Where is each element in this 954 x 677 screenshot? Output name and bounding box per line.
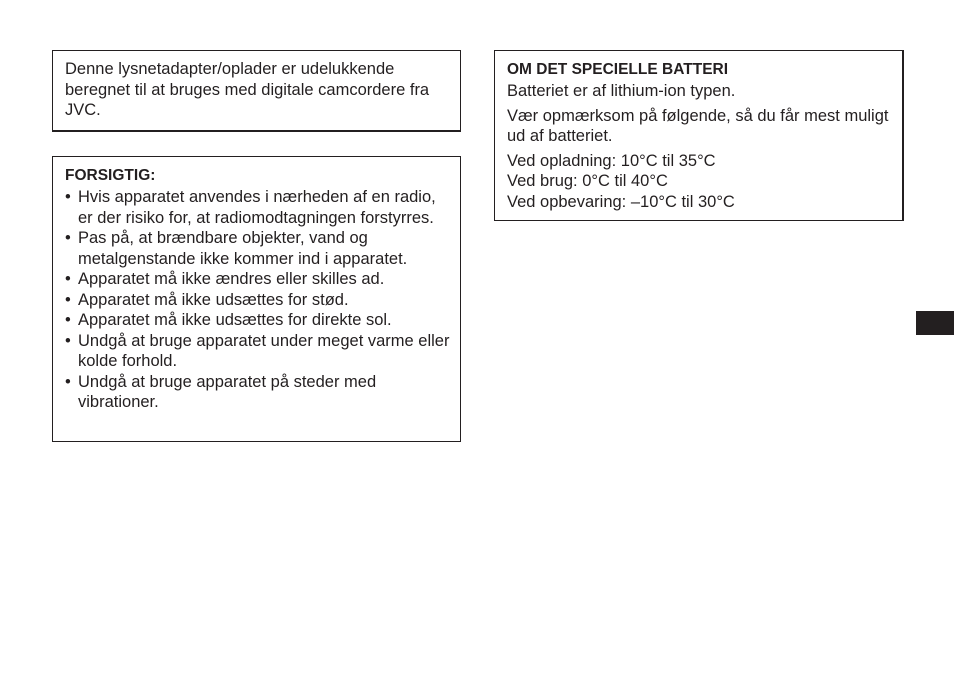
caution-item (65, 187, 450, 228)
caution-item-text: Apparatet må ikke udsættes for stød. (78, 290, 349, 309)
caution-item-text: Apparatet må ikke ændres eller skilles ad. (78, 270, 385, 288)
battery-info-box (494, 50, 904, 221)
bullet-icon: • (65, 372, 71, 391)
adapter-notice-box (52, 50, 461, 132)
caution-item (65, 310, 450, 331)
caution-item (65, 228, 450, 269)
bullet-icon: • (65, 331, 71, 350)
adapter-notice-text: Denne lysnetadapter/oplader er udelukkende beregnet til at bruges med digitale camcordere fra JVC. (65, 60, 430, 119)
bullet-icon: • (65, 290, 71, 309)
battery-heading: OM DET SPECIELLE BATTERI (507, 61, 729, 78)
caution-list (65, 187, 450, 413)
bullet-icon: • (65, 270, 71, 288)
caution-item-text: Pas på, at brændbare objekter, vand og metalgenstande ikke kommer ind i apparatet. (78, 229, 408, 268)
battery-intro: Batteriet er af lithium-ion typen. (507, 82, 736, 100)
bullet-icon: • (65, 229, 71, 247)
battery-advice: Vær opmærksom på følgende, så du får mest muligt ud af batteriet. (507, 106, 889, 145)
caution-item-text: Undgå at bruge apparatet på steder med vibrationer. (78, 372, 377, 411)
caution-item-text: Undgå at bruge apparatet under meget varme eller kolde forhold. (78, 331, 450, 370)
caution-item (65, 290, 450, 311)
battery-usage-temp: Ved brug: 0°C til 40°C (507, 172, 668, 190)
caution-item (65, 331, 450, 372)
bullet-icon: • (65, 188, 71, 206)
caution-heading: FORSIGTIG: (65, 167, 156, 184)
caution-item-text: Hvis apparatet anvendes i nærheden af en radio, er der risiko for, at radiomodtagningen forstyrres. (78, 188, 436, 227)
section-tab-marker (916, 311, 954, 335)
battery-charging-temp: Ved opladning: 10°C til 35°C (507, 151, 716, 170)
bullet-icon: • (65, 311, 71, 329)
caution-item-text: Apparatet må ikke udsættes for direkte sol. (78, 311, 392, 329)
caution-item (65, 269, 450, 290)
battery-storage-temp: Ved opbevaring: –10°C til 30°C (507, 192, 735, 211)
caution-item (65, 372, 450, 413)
caution-box (52, 156, 461, 442)
